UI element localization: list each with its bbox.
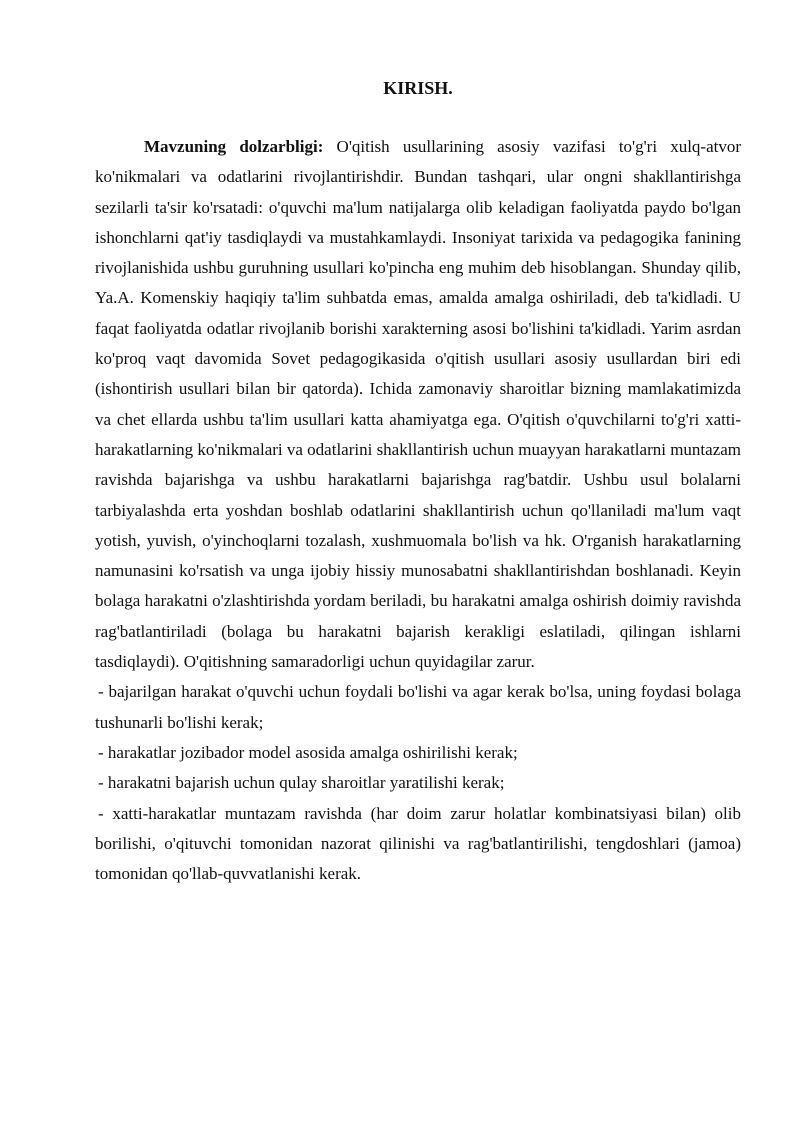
- requirement-item: - harakatlar jozibador model asosida amalga oshirilishi kerak;: [98, 742, 518, 762]
- requirement-item: - xatti-harakatlar muntazam ravishda (har doim zarur holatlar kombinatsiyasi bilan) olib borilishi, o'qituvchi tomonidan nazorat qilinishi va rag'batlantirilishi, tengdoshlari (jamoa) tomonidan qo'llab-quvvatlanishi kerak.: [95, 803, 741, 884]
- relevance-label: Mavzuning dolzarbligi:: [144, 137, 324, 156]
- requirement-item: - bajarilgan harakat o'quvchi uchun foydali bo'lishi va agar kerak bo'lsa, uning foydasi bolaga tushunarli bo'lishi kerak;: [95, 682, 741, 732]
- intro-paragraph: [95, 132, 741, 677]
- page-title: KIRISH.: [383, 78, 453, 98]
- intro-paragraph-text: O'qitish usullarining asosiy vazifasi to'g'ri xulq-atvor ko'nikmalari va odatlarini rivojlantirishdir. Bundan tashqari, ular ongni shakllantirishga sezilarli ta'sir ko'rsatadi: o'quvchi ma'lum natijalarga olib keladigan faoliyatda paydo bo'lgan ishonchlarni qat'iy tasdiqlaydi va mustahkamlaydi. Insoniyat tarixida va pedagogika fanining rivojlanishida ushbu guruhning usullari ko'pincha eng muhim deb hisoblangan. Shunday qilib, Ya.A. Komenskiy haqiqiy ta'lim suhbatda emas, amalda amalga oshiriladi, deb ta'kidladi. U faqat faoliyatda odatlar rivojlanib borishi xarakterning asosi bo'lishini ta'kidladi. Yarim asrdan ko'proq vaqt davomida Sovet pedagogikasida o'qitish usullari asosiy usullardan biri edi (ishontirish usullari bilan bir qatorda). Ichida zamonaviy sharoitlar bizning mamlakatimizda va chet ellarda ushbu ta'lim usullari katta ahamiyatga ega. O'qitish o'quvchilarni to'g'ri xatti-harakatlarning ko'nikmalari va odatlarini shakllantirish uchun muayyan harakatlarni muntazam ravishda bajarishga va ushbu harakatlarni bajarishga rag'batdir. Ushbu usul bolalarni tarbiyalashda erta yoshdan boshlab odatlarini shakllantirish uchun qo'llaniladi ma'lum vaqt yotish, yuvish, o'yinchoqlarni tozalash, xushmuomala bo'lish va hk. O'rganish harakatlarning namunasini ko'rsatish va unga ijobiy hissiy munosabatni shakllantirishdan boshlanadi. Keyin bolaga harakatni o'zlashtirishda yordam beriladi, bu harakatni amalga oshirish doimiy ravishda rag'batlantiriladi (bolaga bu harakatni bajarish kerakligi eslatiladi, qilingan ishlarni tasdiqlaydi). O'qitishning samaradorligi uchun quyidagilar zarur.: [95, 137, 742, 672]
- requirement-item: - harakatni bajarish uchun qulay sharoitlar yaratilishi kerak;: [98, 773, 505, 793]
- document-body: [95, 74, 741, 889]
